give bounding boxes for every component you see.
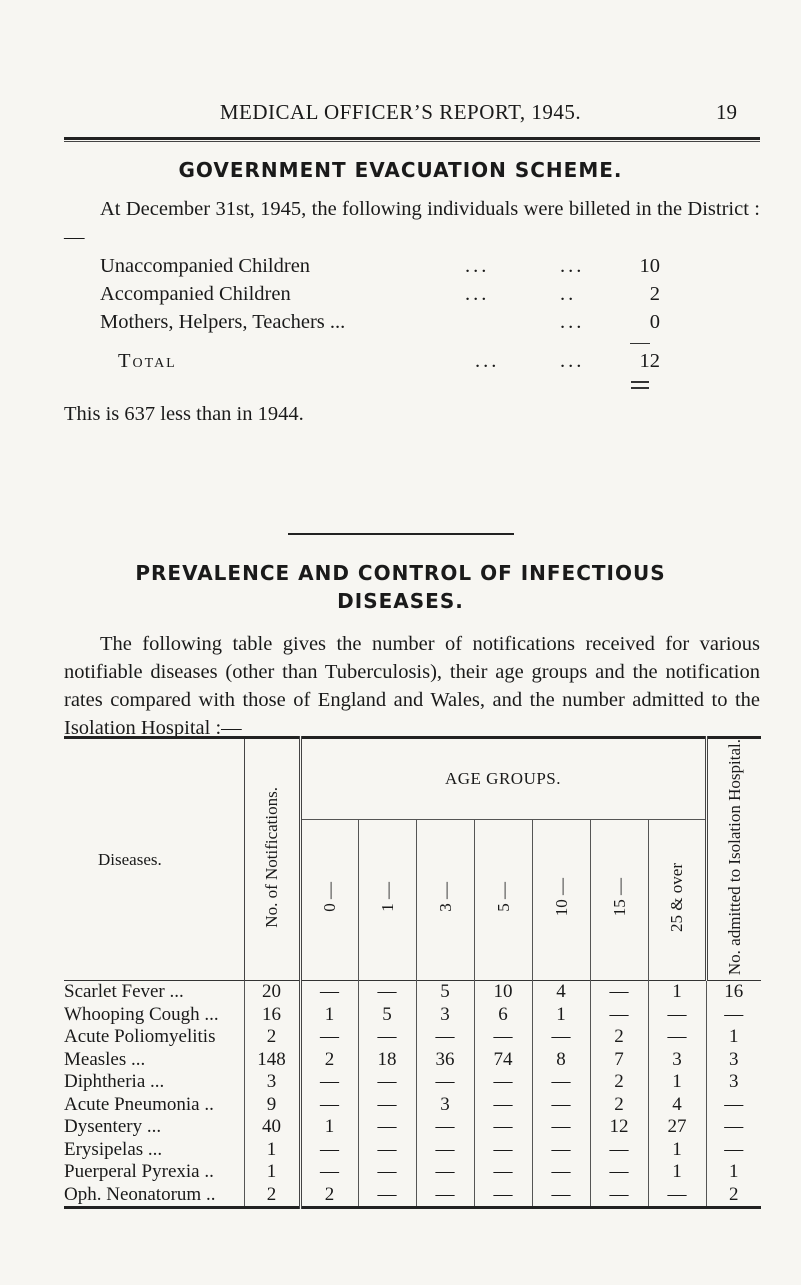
age-cell: 1: [648, 1139, 706, 1162]
age-cell: —: [532, 1026, 590, 1049]
disease-name: [64, 1004, 244, 1027]
age-cell: 1: [648, 1071, 706, 1094]
age-cell: —: [300, 1026, 358, 1049]
age-cell: 1: [532, 1004, 590, 1027]
age-cell: 3: [416, 1004, 474, 1027]
age-group-label: 10 —: [551, 878, 571, 917]
age-cell: —: [358, 1071, 416, 1094]
disease-label: Scarlet Fever: [64, 981, 165, 1003]
age-cell: 2: [590, 1094, 648, 1117]
item-label: Unaccompanied Children: [100, 255, 311, 277]
age-cell: —: [590, 1161, 648, 1184]
leader-dots: ...: [560, 311, 585, 333]
age-cell: 36: [416, 1049, 474, 1072]
age-cell: —: [358, 1026, 416, 1049]
age-cell: 3: [416, 1094, 474, 1117]
sum-rule: [630, 343, 650, 344]
disease-label: Puerperal Pyrexia: [64, 1161, 200, 1183]
table-row: [64, 1049, 761, 1072]
header-rule-thin: [64, 141, 760, 142]
age-cell: —: [416, 1161, 474, 1184]
age-cell: —: [358, 1116, 416, 1139]
leader-dots: ...: [560, 350, 585, 372]
evacuation-heading: GOVERNMENT EVACUATION SCHEME.: [178, 158, 623, 182]
age-cell: —: [358, 1161, 416, 1184]
disease-name: [64, 1139, 244, 1162]
age-cell: 6: [474, 1004, 532, 1027]
notifications-cell: 16: [244, 1004, 300, 1027]
disease-label: Acute Poliomyelitis: [64, 1026, 216, 1048]
age-cell: —: [532, 1071, 590, 1094]
age-cell: —: [300, 981, 358, 1004]
notifications-cell: 1: [244, 1139, 300, 1162]
age-cell: —: [532, 1184, 590, 1208]
notifications-cell: 148: [244, 1049, 300, 1072]
age-cell: —: [416, 1184, 474, 1208]
leader-dots: ...: [465, 255, 490, 277]
age-cell: —: [358, 1184, 416, 1208]
disease-name: [64, 1049, 244, 1072]
leader-dots: ...: [560, 255, 585, 277]
age-cell: —: [358, 981, 416, 1004]
age-cell: —: [416, 1026, 474, 1049]
age-cell: 8: [532, 1049, 590, 1072]
age-cell: 27: [648, 1116, 706, 1139]
age-cell: —: [358, 1094, 416, 1117]
admitted-cell: —: [706, 1094, 761, 1117]
age-cell: —: [648, 1004, 706, 1027]
age-cell: 18: [358, 1049, 416, 1072]
age-cell: 74: [474, 1049, 532, 1072]
disease-label: Oph. Neonatorum: [64, 1183, 202, 1205]
table-row: [64, 1094, 761, 1117]
table-row: [64, 1161, 761, 1184]
disease-label: Diphtheria: [64, 1071, 146, 1093]
age-group-header: [300, 819, 358, 980]
age-cell: —: [474, 1094, 532, 1117]
disease-name: [64, 981, 244, 1004]
table-row: [64, 1004, 761, 1027]
age-cell: 1: [648, 1161, 706, 1184]
disease-label: Whooping Cough: [64, 1003, 200, 1025]
age-cell: —: [590, 1004, 648, 1027]
admitted-cell: 1: [706, 1161, 761, 1184]
notifications-cell: 2: [244, 1026, 300, 1049]
admitted-cell: —: [706, 1116, 761, 1139]
item-value: 2: [649, 283, 660, 305]
notifications-cell: 20: [244, 981, 300, 1004]
admitted-cell: —: [706, 1004, 761, 1027]
total-double-rule: [631, 381, 649, 389]
age-group-header: [474, 819, 532, 980]
page-number: 19: [716, 100, 737, 124]
age-cell: —: [474, 1139, 532, 1162]
item-value: 0: [649, 311, 660, 333]
diseases-header: Diseases.: [98, 849, 162, 869]
age-cell: 3: [648, 1049, 706, 1072]
admitted-cell: 3: [706, 1049, 761, 1072]
admitted-cell: 1: [706, 1026, 761, 1049]
age-cell: —: [648, 1026, 706, 1049]
diseases-table: [64, 736, 761, 1209]
age-cell: 10: [474, 981, 532, 1004]
age-cell: —: [416, 1116, 474, 1139]
disease-label: Erysipelas: [64, 1138, 144, 1160]
age-cell: 4: [532, 981, 590, 1004]
item-value: 10: [639, 255, 660, 277]
age-cell: —: [416, 1139, 474, 1162]
age-cell: —: [474, 1184, 532, 1208]
age-cell: 1: [648, 981, 706, 1004]
age-cell: 5: [358, 1004, 416, 1027]
disease-name: [64, 1094, 244, 1117]
evacuation-total: [100, 350, 660, 378]
evacuation-item: [100, 311, 660, 339]
prevalence-heading-line1: PREVALENCE AND CONTROL OF INFECTIOUS: [135, 561, 666, 585]
leader-dots: ...: [131, 1048, 146, 1070]
age-cell: —: [532, 1139, 590, 1162]
age-cell: —: [300, 1094, 358, 1117]
notifications-cell: 3: [244, 1071, 300, 1094]
age-cell: 2: [590, 1071, 648, 1094]
admitted-header-text: No. admitted to Isolation Hospital.: [724, 739, 744, 976]
leader-dots: ...: [169, 981, 184, 1003]
age-cell: 2: [300, 1049, 358, 1072]
item-label: Accompanied Children: [100, 283, 291, 305]
section-divider: [288, 533, 514, 535]
admitted-header: [706, 738, 761, 981]
table-row: [64, 1026, 761, 1049]
age-cell: —: [532, 1161, 590, 1184]
age-cell: —: [300, 1139, 358, 1162]
age-cell: —: [590, 1184, 648, 1208]
age-cell: —: [358, 1139, 416, 1162]
evacuation-list: [100, 255, 660, 339]
age-cell: —: [648, 1184, 706, 1208]
age-group-label: 25 & over: [667, 862, 686, 932]
leader-dots: ...: [150, 1071, 165, 1093]
evacuation-item: [100, 255, 660, 283]
age-cell: —: [474, 1071, 532, 1094]
age-group-label: 1 —: [377, 882, 397, 913]
disease-name: [64, 1116, 244, 1139]
notifications-cell: 9: [244, 1094, 300, 1117]
evacuation-item: [100, 283, 660, 311]
leader-dots: ..: [204, 1093, 214, 1115]
table-row: [64, 1116, 761, 1139]
age-groups-header: AGE GROUPS.: [300, 738, 706, 820]
table-row: [64, 1184, 761, 1208]
notifications-header: [244, 738, 300, 981]
age-cell: —: [416, 1071, 474, 1094]
age-cell: 4: [648, 1094, 706, 1117]
table-row: [64, 1071, 761, 1094]
disease-name: [64, 1161, 244, 1184]
age-group-header: [532, 819, 590, 980]
leader-dots: ...: [147, 1138, 163, 1160]
age-cell: —: [590, 981, 648, 1004]
prevalence-intro: The following table gives the number of notifications received for various notifiable diseases (other than Tuberculosis), their age groups and the notification rates compared with those of England and Wales, and the number admitted to the Isolation Hospital :—: [64, 633, 760, 739]
evacuation-intro: At December 31st, 1945, the following individuals were billeted in the District :—: [64, 198, 760, 248]
page-header: [0, 100, 801, 140]
age-group-header: [358, 819, 416, 980]
notifications-cell: 40: [244, 1116, 300, 1139]
table-row: [64, 1139, 761, 1162]
age-cell: 5: [416, 981, 474, 1004]
age-group-header: [590, 819, 648, 980]
leader-dots: ...: [204, 1003, 219, 1025]
age-group-label: 0 —: [320, 882, 339, 913]
age-group-header: [648, 819, 706, 980]
age-cell: 1: [300, 1116, 358, 1139]
item-label: Mothers, Helpers, Teachers ...: [100, 311, 346, 333]
leader-dots: ..: [205, 1183, 216, 1205]
report-title: MEDICAL OFFICER’S REPORT, 1945.: [219, 100, 582, 124]
age-cell: 12: [590, 1116, 648, 1139]
age-cell: —: [474, 1116, 532, 1139]
notifications-cell: 2: [244, 1184, 300, 1208]
prevalence-heading-line2: DISEASES.: [337, 589, 464, 613]
age-cell: —: [474, 1026, 532, 1049]
admitted-cell: 2: [706, 1184, 761, 1208]
leader-dots: ...: [465, 283, 490, 305]
disease-name: [64, 1071, 244, 1094]
age-cell: 2: [590, 1026, 648, 1049]
age-cell: —: [532, 1094, 590, 1117]
age-cell: 1: [300, 1004, 358, 1027]
total-value: 12: [639, 350, 660, 372]
admitted-cell: 3: [706, 1071, 761, 1094]
disease-label: Dysentery: [64, 1116, 143, 1138]
notifications-cell: 1: [244, 1161, 300, 1184]
age-group-label: 3 —: [435, 882, 455, 913]
leader-dots: ..: [560, 283, 577, 305]
age-cell: —: [474, 1161, 532, 1184]
admitted-cell: 16: [706, 981, 761, 1004]
disease-label: Measles: [64, 1048, 127, 1070]
leader-dots: ...: [146, 1116, 162, 1138]
age-cell: —: [532, 1116, 590, 1139]
header-rule: [64, 137, 760, 140]
disease-name: [64, 1184, 244, 1208]
admitted-cell: —: [706, 1139, 761, 1162]
total-label: Total: [118, 350, 177, 372]
age-cell: 7: [590, 1049, 648, 1072]
age-cell: 2: [300, 1184, 358, 1208]
notifications-header-text: No. of Notifications.: [262, 786, 281, 928]
disease-name: [64, 1026, 244, 1049]
table-row: [64, 981, 761, 1004]
age-group-label: 15 —: [609, 878, 629, 917]
evacuation-note: This is 637 less than in 1944.: [64, 403, 304, 425]
age-group-label: 5 —: [493, 882, 513, 913]
age-group-header: [416, 819, 474, 980]
disease-label: Acute Pneumonia: [64, 1093, 200, 1115]
leader-dots: ..: [204, 1161, 214, 1183]
age-cell: —: [590, 1139, 648, 1162]
age-cell: —: [300, 1161, 358, 1184]
leader-dots: ...: [475, 350, 500, 372]
age-cell: —: [300, 1071, 358, 1094]
